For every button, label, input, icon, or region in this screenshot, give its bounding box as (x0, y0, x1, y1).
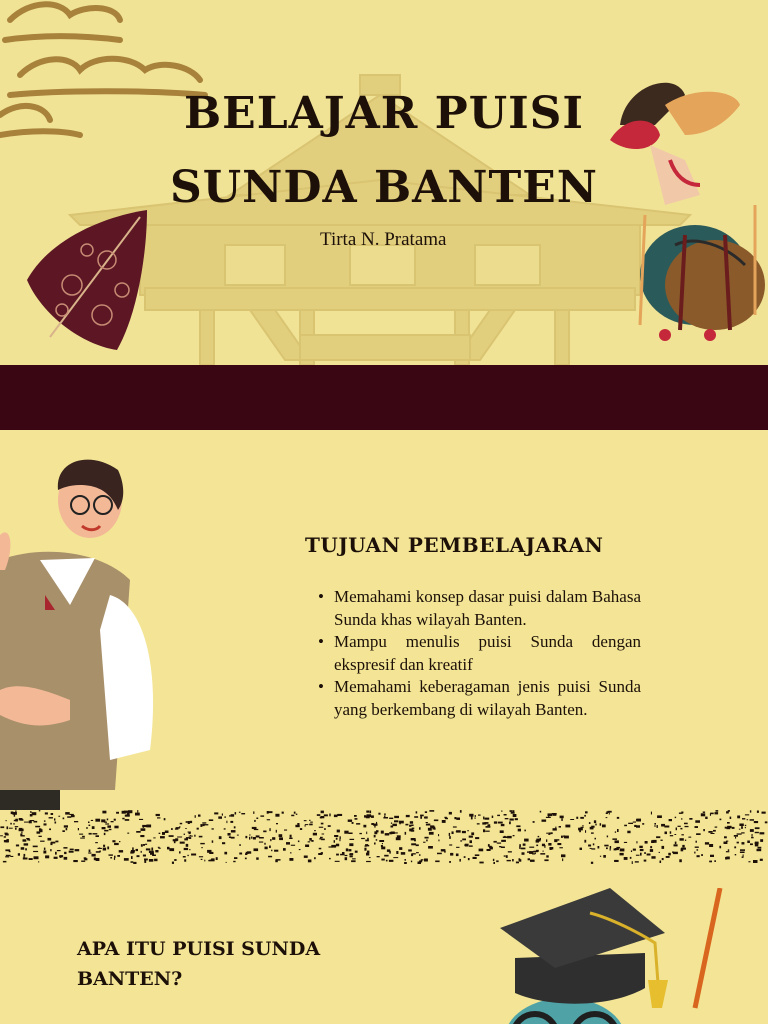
objectives-list (318, 586, 641, 721)
batik-leaf-icon (22, 205, 152, 355)
author-name: Tirta N. Pratama (320, 229, 447, 250)
title-line-2: SUNDA BANTEN (169, 162, 599, 213)
texture-divider (0, 810, 768, 864)
question-heading-line-1: APA ITU PUISI SUNDA (77, 938, 321, 960)
objectives-heading: TUJUAN PEMBELAJARAN (305, 533, 604, 557)
question-heading-line-2: BANTEN? (77, 968, 183, 990)
list-item: • Memahami keberagaman jenis puisi Sunda yang berkembang di wilayah Banten. (318, 676, 641, 721)
wayang-puppet-icon (605, 65, 765, 365)
title-line-1: BELAJAR PUISI (183, 88, 585, 139)
divider-band (0, 365, 768, 430)
list-item: • Memahami konsep dasar puisi dalam Bahasa Sunda khas wilayah Banten. (318, 586, 641, 631)
slide-title (0, 0, 768, 365)
graduation-cap-icon (490, 888, 750, 1024)
list-item: • Mampu menulis puisi Sunda dengan ekspresif dan kreatif (318, 631, 641, 676)
slide-intro-question (0, 864, 768, 1024)
teacher-figure-icon (0, 430, 170, 810)
